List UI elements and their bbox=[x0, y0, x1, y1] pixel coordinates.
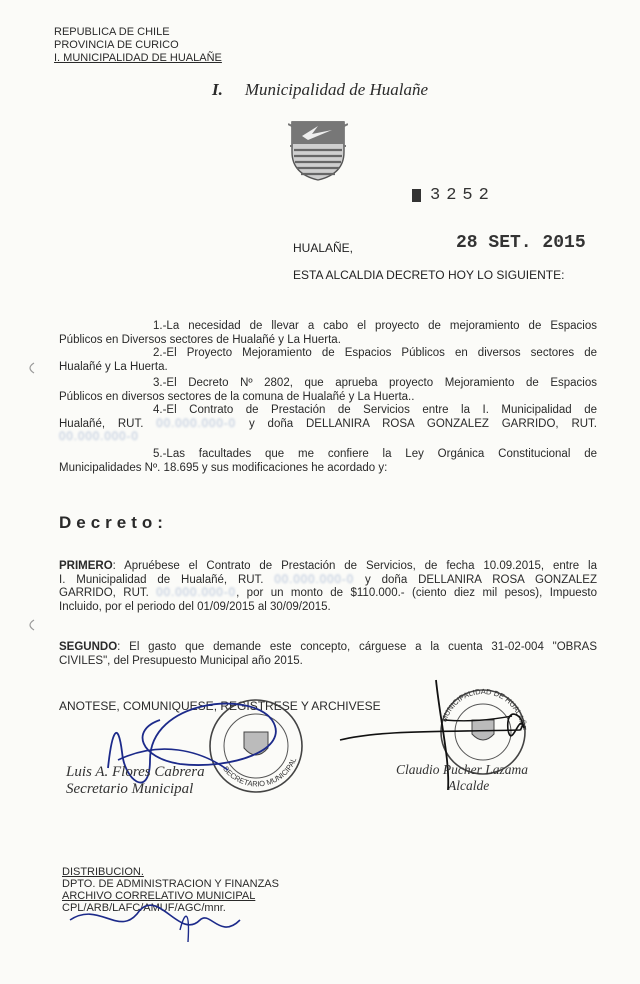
primero-label: PRIMERO bbox=[59, 560, 113, 572]
margin-mark-icon bbox=[24, 618, 36, 632]
decree-date: 28 SET. 2015 bbox=[456, 233, 586, 253]
considerando-5: 5.-Las facultades que me confiere la Ley Orgánica Constitucional de Municipalidades Nº. 18.695 y sus modificaciones he acordado y: bbox=[59, 448, 597, 474]
decree-number: 3252 bbox=[430, 186, 495, 205]
letterhead-country: REPUBLICA DE CHILE bbox=[54, 26, 170, 38]
article-segundo: SEGUNDO: El gasto que demande este concepto, cárguese a la cuenta 31-02-004 "OBRAS CIVILES", del Presupuesto Municipal año 2015. bbox=[59, 641, 597, 667]
distribution-line-2: ARCHIVO CORRELATIVO MUNICIPAL bbox=[62, 890, 256, 902]
redacted-rut: 00.000.000-0 bbox=[274, 573, 355, 586]
mayor-name-block bbox=[396, 762, 528, 794]
secretary-name: Luis A. Flores Cabrera bbox=[66, 764, 205, 780]
closing-line: ANOTESE, COMUNIQUESE, REGISTRESE Y ARCHIVESE bbox=[59, 699, 381, 713]
segundo-label: SEGUNDO bbox=[59, 641, 118, 653]
initials-scribble bbox=[60, 880, 300, 950]
letterhead bbox=[54, 26, 222, 65]
secretary-role: Secretario Municipal bbox=[66, 781, 194, 797]
title-name: Municipalidad de Hualañe bbox=[244, 80, 429, 99]
margin-mark-icon bbox=[24, 361, 36, 375]
stamp-mark bbox=[412, 189, 421, 202]
distribution-line-1: DPTO. DE ADMINISTRACION Y FINANZAS bbox=[62, 878, 279, 890]
redacted-rut: 00.000.000-0 bbox=[156, 417, 237, 430]
title-prefix: I. bbox=[212, 80, 223, 99]
distribution-title: DISTRIBUCION. bbox=[62, 866, 144, 878]
letterhead-municipality: I. MUNICIPALIDAD DE HUALAÑE bbox=[54, 52, 222, 64]
redacted-rut: 00.000.000-0 bbox=[59, 431, 139, 444]
letterhead-province: PROVINCIA DE CURICO bbox=[54, 39, 179, 51]
distribution-initials: CPL/ARB/LAFC/AMUF/AGC/mnr. bbox=[62, 902, 226, 914]
intro-line: ESTA ALCALDIA DECRETO HOY LO SIGUIENTE: bbox=[293, 268, 565, 282]
considerando-2: 2.-El Proyecto Mejoramiento de Espacios Públicos en diversos sectores de Hualañé y La Huerta. bbox=[59, 347, 597, 373]
article-primero: PRIMERO: Apruébese el Contrato de Prestación de Servicios, de fecha 10.09.2015, entre la I. Municipalidad de Hualañé, RUT. 00.000.000-0 y doña DELLANIRA ROSA GONZALEZ GARRIDO, RUT. 00.000.000-0, por un monto de $110.000.- (ciento diez mil pesos), Impuesto Incluido, por el periodo del 01/09/2015 al 30/09/2015. bbox=[59, 560, 598, 613]
stamp-right-text: MUNICIPALIDAD DE HUALAÑE bbox=[439, 686, 529, 731]
decreto-heading: Decreto: bbox=[59, 513, 168, 532]
considerando-4: 4.-El Contrato de Prestación de Servicios entre la I. Municipalidad de Hualañé, RUT. 00.000.000-0 y doña DELLANIRA ROSA GONZALEZ GARRIDO, RUT. 00.000.000-0 bbox=[59, 404, 597, 444]
secretary-stamp bbox=[210, 700, 302, 792]
secretary-name-block bbox=[66, 764, 205, 798]
municipal-crest-icon bbox=[288, 116, 348, 182]
mayor-role: Alcalde bbox=[448, 778, 490, 793]
place-label: HUALAÑE, bbox=[293, 241, 354, 255]
considerando-3: 3.-El Decreto Nº 2802, que aprueba proyecto Mejoramiento de Espacios Públicos en diversos sectores de la comuna de Hualañé y La Huerta.. bbox=[59, 377, 597, 403]
mayor-name: Claudio Pucher Lazama bbox=[396, 762, 529, 777]
considerando-1: 1.-La necesidad de llevar a cabo el proyecto de mejoramiento de Espacios Públicos en Diversos sectores de Hualañé y La Huerta. bbox=[59, 320, 597, 346]
municipality-title bbox=[212, 80, 428, 100]
stamp-left-text: SECRETARIO MUNICIPAL bbox=[221, 756, 299, 789]
redacted-rut: 00.000.000-0 bbox=[156, 587, 237, 600]
